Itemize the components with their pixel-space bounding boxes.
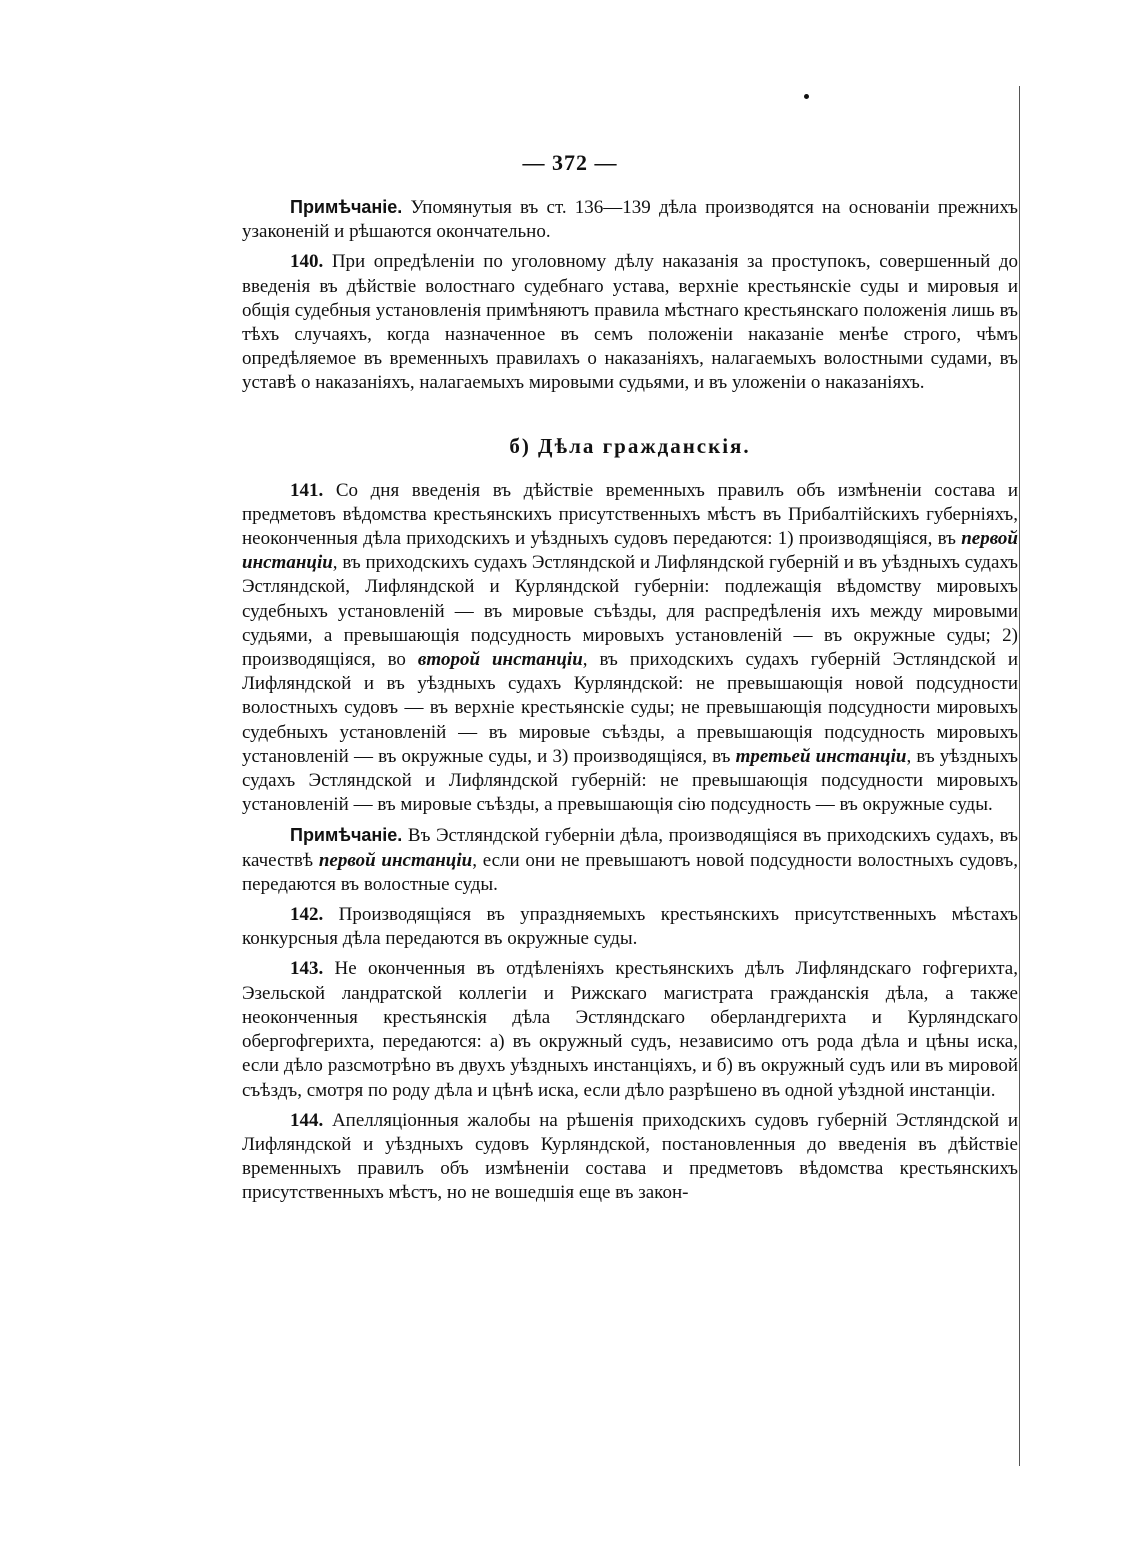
body-text [242, 195, 1018, 1212]
article-number: 141. [290, 479, 324, 501]
emphasis: первой инстанціи [318, 849, 473, 871]
article-142 [242, 903, 1018, 951]
page-edge-rule [1019, 86, 1020, 1466]
paragraph-text: , въ уѣздныхъ судахъ Эстляндской и Лифляндской губерній: не превышающія подсудности мировыхъ установленій — въ мировые съѣзды, а превышающія сію подсудность — въ окружные суды. [242, 745, 1018, 816]
paragraph-text: Не оконченныя въ отдѣленіяхъ крестьянскихъ дѣлъ Лифляндскаго гофгерихта, Эзельской ландратской коллегіи и Рижскаго магистрата гражданскія дѣла, а также неоконченныя крестьянскія дѣла Эстляндскаго оберландгерихта и Курляндскаго обергофгерихта, передаются: а) въ окружный судъ, независимо отъ рода дѣла и цѣны иска, если дѣло разсмотрѣно въ двухъ уѣздныхъ инстанціяхъ, и б) въ окружный судъ или въ мировой съѣздъ, смотря по роду дѣла и цѣнѣ иска, если дѣло разрѣшено въ одной уѣздной инстанціи. [242, 958, 1018, 1101]
paragraph-text: Производящіяся въ упраздняемыхъ крестьянскихъ присутственныхъ мѣстахъ конкурсныя дѣла передаются въ окружные суды. [242, 904, 1018, 950]
emphasis: второй инстанціи [417, 649, 583, 671]
paragraph-text: Упомянутыя въ ст. 136—139 дѣла производятся на основаніи прежнихъ узаконеній и рѣшаются окончательно. [242, 197, 1019, 243]
emphasis: первой инстанціи [242, 528, 1018, 574]
paragraph-text: , въ приходскихъ судахъ губерній Эстляндской и Лифляндской и въ уѣздныхъ судахъ Курляндской: не превышающія новой подсудности волостныхъ судовъ — въ верхніе крестьянскіе суды; не превышающія подсудности мировыхъ судебныхъ установленій — въ мировые съѣзды, а превышающія подсудность мировыхъ установленій — въ окружные суды, и 3) производящіяся, въ [242, 649, 1018, 767]
paragraph-text: Апелляціонныя жалобы на рѣшенія приходскихъ судовъ губерній Эстляндской и Лифляндской и уѣздныхъ судовъ Курляндской, постановленныя до введенія въ дѣйствіе временныхъ правилъ объ измѣненіи состава и предметовъ вѣдомства крестьянскихъ присутственныхъ мѣстъ, но не вошедшія еще въ закон- [242, 1109, 1019, 1204]
article-number: 140. [290, 251, 324, 273]
article-number: 143. [290, 958, 324, 980]
paragraph-text: , въ приходскихъ судахъ Эстляндской и Лифляндской губерній и въ уѣздныхъ судахъ Эстляндской, Лифляндской и Курляндской губерніи: подлежащія вѣдомству мировыхъ судебныхъ установленій — въ мировые съѣзды, для распредѣленія ихъ между мировыми судьями, а превышающія подсудность мировыхъ установленій — въ окружные суды; 2) производящіяся, во [242, 552, 1018, 671]
emphasis: третьей инстанціи [735, 745, 907, 767]
article-141 [242, 479, 1018, 818]
note-paragraph [242, 823, 1018, 897]
paragraph-text: Со дня введенія въ дѣйствіе временныхъ правилъ объ измѣненіи состава и предметовъ вѣдомства крестьянскихъ присутственныхъ мѣстъ въ Прибалтійскихъ губерніяхъ, неоконченныя дѣла приходскихъ и уѣздныхъ судовъ передаются: 1) производящіяся, въ [242, 479, 1018, 550]
section-heading: б) Дѣла гражданскія. [509, 433, 751, 458]
note-label: Примѣчаніе. [290, 197, 403, 217]
note-paragraph [242, 195, 1018, 244]
article-number: 144. [290, 1109, 324, 1131]
paragraph-text: Въ Эстляндской губерніи дѣла, производящіяся въ приходскихъ судахъ, въ качествѣ [242, 825, 1018, 871]
page-number: — 372 — [522, 150, 618, 175]
paragraph-text: , если они не превышаютъ новой подсудности волостныхъ судовъ, передаются въ волостные суды. [242, 849, 1019, 895]
article-number: 142. [290, 904, 324, 926]
ink-dot [804, 94, 809, 99]
article-140 [242, 250, 1018, 395]
paragraph-text: При опредѣленіи по уголовному дѣлу наказанія за проступокъ, совершенный до введенія въ дѣйствіе волостнаго судебнаго устава, верхніе крестьянскіе суды и мировыя и общія судебныя установленія примѣняютъ правила мѣстнаго крестьянскаго положенія лишь въ тѣхъ случаяхъ, когда назначенное въ семъ положеніи наказаніе менѣе строго, чѣмъ опредѣляемое въ временныхъ правилахъ о наказаніяхъ, налагаемыхъ волостными судами, въ уставѣ о наказаніяхъ, налагаемыхъ мировыми судьями, и въ уложеніи о наказаніяхъ. [242, 251, 1019, 394]
note-label: Примѣчаніе. [290, 825, 403, 846]
article-143 [242, 957, 1018, 1102]
article-144 [242, 1109, 1018, 1206]
